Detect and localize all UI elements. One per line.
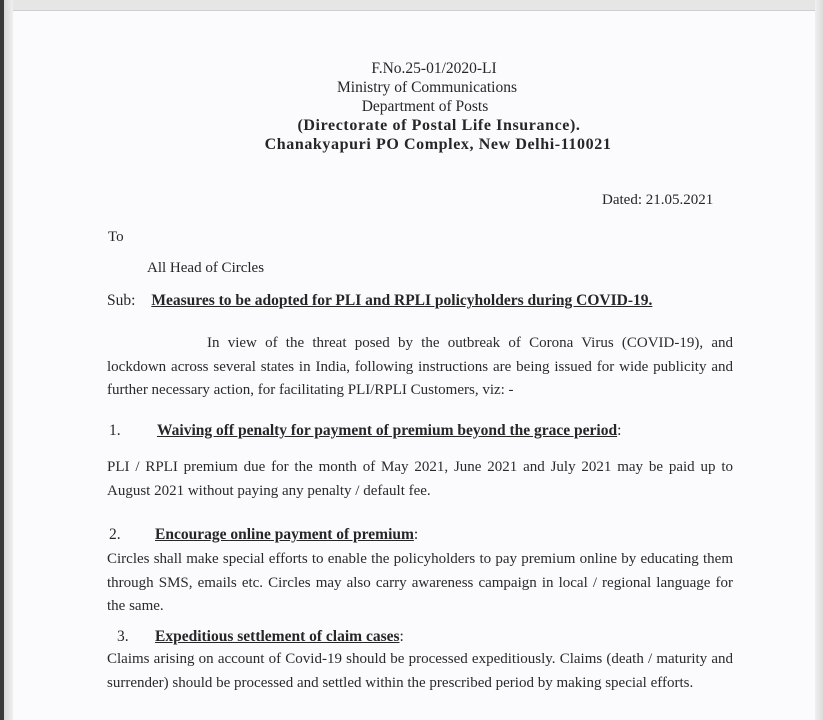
- office-address: Chanakyapuri PO Complex, New Delhi-110021: [264, 136, 612, 153]
- section-2-body: Circles shall make special efforts to enable the policyholders to pay premium online by educating them through SMS, emails etc. Circles may also carry awareness campaign in local / regional language for the same.: [107, 551, 733, 614]
- section-title: Expeditious settlement of claim cases: [155, 628, 400, 645]
- subject-line: [107, 292, 652, 310]
- section-number: 3.: [117, 628, 129, 645]
- letter-header: [13, 59, 815, 154]
- document-page: [13, 11, 815, 720]
- subject-text: Measures to be adopted for PLI and RPLI policyholders during COVID-19.: [151, 292, 653, 309]
- department-name: Department of Posts: [361, 98, 489, 115]
- file-number: F.No.25-01/2020-LI: [371, 60, 497, 77]
- section-3-body: Claims arising on account of Covid-19 should be processed expeditiously. Claims (death / maturity and surrender) should be processed and settled within the prescribed period by making special efforts.: [107, 651, 733, 691]
- section-title: Encourage online payment of premium: [155, 526, 414, 543]
- to-label: To: [108, 229, 124, 245]
- section-number: 2.: [109, 526, 121, 543]
- directorate-name: (Directorate of Postal Life Insurance).: [297, 117, 581, 134]
- addressee: All Head of Circles: [147, 260, 265, 276]
- viewer-top-border: [0, 0, 823, 11]
- section-suffix: :: [399, 628, 404, 645]
- subject-label: Sub:: [107, 292, 136, 309]
- section-1-body: PLI / RPLI premium due for the month of May 2021, June 2021 and July 2021 may be paid up to August 2021 without paying any penalty / default fee.: [107, 459, 733, 499]
- section-title: Waiving off penalty for payment of premium beyond the grace period: [157, 422, 618, 439]
- section-suffix: :: [617, 422, 622, 439]
- section-1-heading: [109, 422, 621, 440]
- viewer-right-border: [815, 0, 823, 720]
- section-2-heading: [109, 526, 418, 544]
- intro-paragraph: In view of the threat posed by the outbreak of Corona Virus (COVID-19), and lockdown across several states in India, following instructions are being issued for wide publicity and further necessary action, for facilitating PLI/RPLI Customers, viz: -: [107, 335, 733, 398]
- letter-date: Dated: 21.05.2021: [602, 192, 714, 208]
- section-3-heading: [117, 628, 404, 646]
- ministry-name: Ministry of Communications: [337, 79, 517, 96]
- section-number: 1.: [109, 422, 121, 439]
- viewer-left-border: [0, 0, 13, 720]
- section-suffix: :: [413, 526, 419, 543]
